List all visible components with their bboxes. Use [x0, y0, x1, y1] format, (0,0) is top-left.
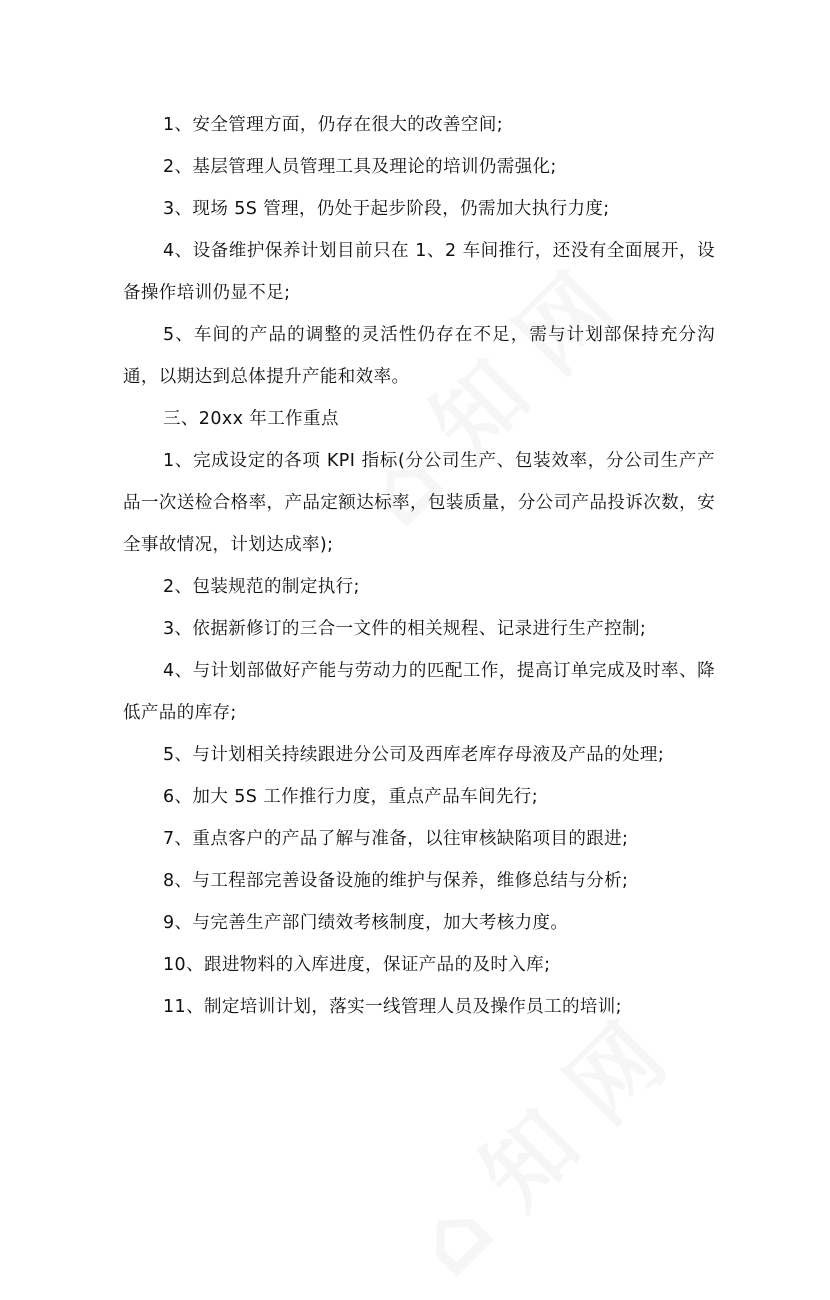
paragraph: 8、与工程部完善设备设施的维护与保养，维修总结与分析;: [163, 871, 629, 891]
paragraph: 11、制定培训计划，落实一线管理人员及操作员工的培训;: [163, 997, 622, 1017]
paragraph: 6、加大 5S 工作推行力度，重点产品车间先行;: [163, 787, 538, 807]
paragraph: 5、与计划相关持续跟进分公司及西库老库存母液及产品的处理;: [163, 745, 665, 765]
paragraph: 4、与计划部做好产能与劳动力的匹配工作，提高订单完成及时率、降低产品的库存;: [123, 661, 715, 723]
paragraph: 3、依据新修订的三合一文件的相关规程、记录进行生产控制;: [163, 619, 647, 639]
watermark: [379, 990, 688, 1299]
paragraph: 1、完成设定的各项 KPI 指标(分公司生产、包装效率，分公司生产产品一次送检合格率，产品定额达标率，包装质量，分公司产品投诉次数，安全事故情况，计划达成率);: [123, 451, 715, 555]
paragraph: 1、安全管理方面，仍存在很大的改善空间;: [163, 115, 504, 135]
paragraph: 2、基层管理人员管理工具及理论的培训仍需强化;: [163, 157, 557, 177]
paragraph: 10、跟进物料的入库进度，保证产品的及时入库;: [163, 955, 551, 975]
document-body: [123, 104, 715, 1028]
paragraph: 5、车间的产品的调整的灵活性仍存在不足，需与计划部保持充分沟通，以期达到总体提升产能和效率。: [123, 325, 715, 387]
section-heading: 三、20xx 年工作重点: [163, 409, 339, 429]
paragraph: 9、与完善生产部门绩效考核制度，加大考核力度。: [163, 913, 569, 933]
paragraph: 4、设备维护保养计划目前只在 1、2 车间推行，还没有全面展开，设备操作培训仍显不足;: [123, 241, 715, 303]
paragraph: 3、现场 5S 管理，仍处于起步阶段，仍需加大执行力度;: [163, 199, 610, 219]
paragraph: 2、包装规范的制定执行;: [163, 577, 360, 597]
paragraph: 7、重点客户的产品了解与准备，以往审核缺陷项目的跟进;: [163, 829, 629, 849]
